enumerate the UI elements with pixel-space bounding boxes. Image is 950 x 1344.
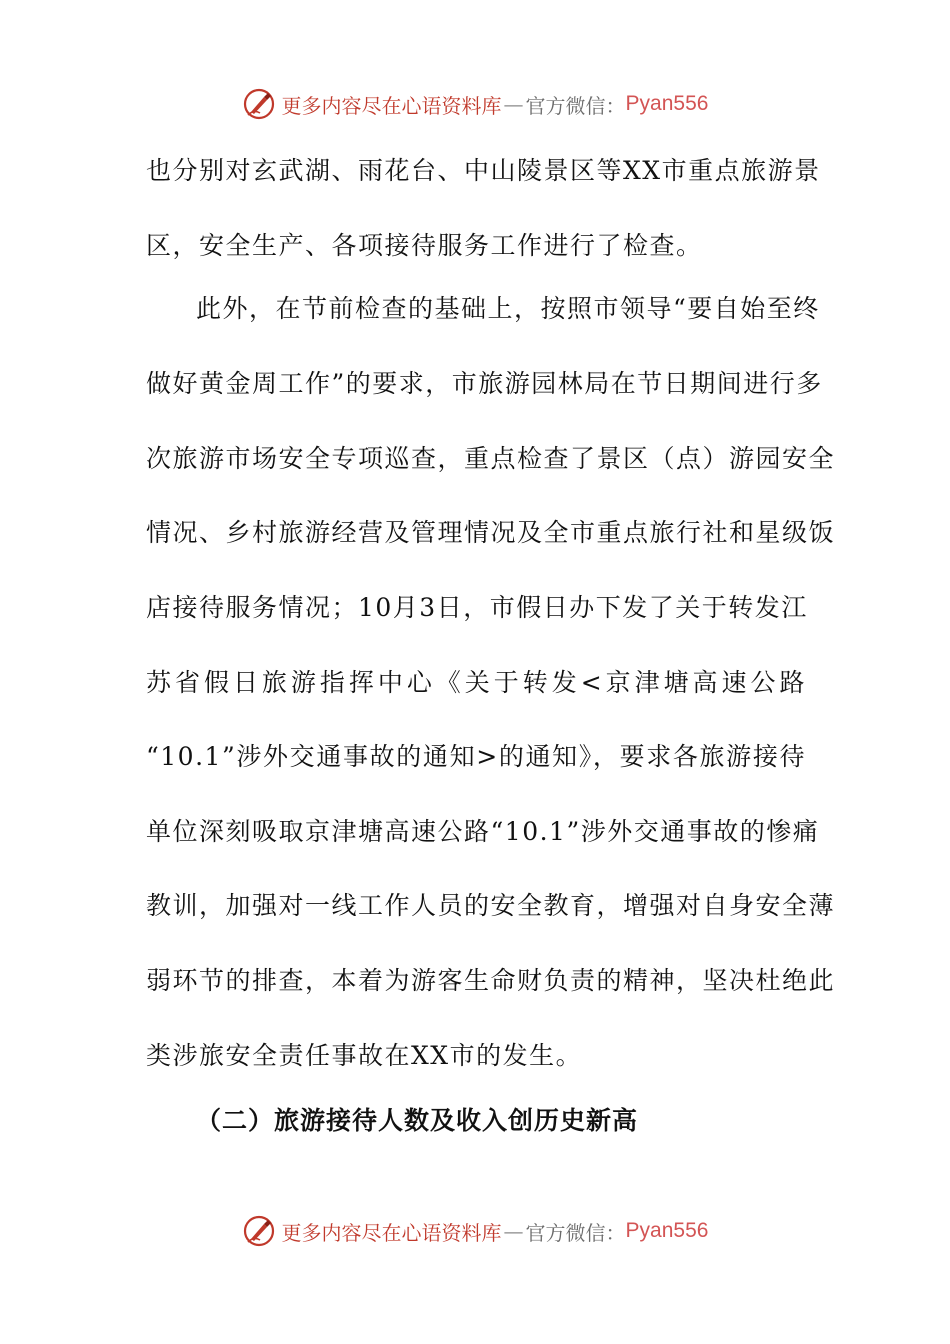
body-line-4: 做好黄金周工作”的要求，市旅游园林局在节日期间进行多 (146, 369, 823, 398)
header-banner (0, 82, 950, 126)
banner-brand-text: 更多内容尽在心语资料库 (281, 93, 502, 118)
banner-label: 官方微信： (525, 1220, 626, 1245)
body-line-9: “10.1”涉外交通事故的通知>的通知》，要求各旅游接待 (146, 742, 806, 771)
body-line-7: 店接待服务情况；10月3日，市假日办下发了关于转发江 (146, 593, 808, 622)
banner-wechat-id: Pyan556 (625, 92, 709, 115)
body-line-3: 此外，在节前检查的基础上，按照市领导“要自始至终 (196, 294, 820, 323)
banner-wechat-id: Pyan556 (625, 1219, 709, 1242)
body-line-8: 苏省假日旅游指挥中心《关于转发<京津塘高速公路 (146, 668, 806, 697)
body-line-6: 情况、乡村旅游经营及管理情况及全市重点旅行社和星级饭 (146, 518, 836, 547)
banner-brand-text: 更多内容尽在心语资料库 (281, 1220, 502, 1245)
body-line-2: 区，安全生产、各项接待服务工作进行了检查。 (146, 231, 703, 260)
body-line-1: 也分别对玄武湖、雨花台、中山陵景区等XX市重点旅游景 (146, 156, 821, 185)
body-line-11: 教训，加强对一线工作人员的安全教育，增强对自身安全薄 (146, 891, 836, 920)
banner-label: 官方微信： (525, 93, 626, 118)
footer-banner (0, 1209, 950, 1253)
body-line-10: 单位深刻吸取京津塘高速公路“10.1”涉外交通事故的惨痛 (146, 817, 820, 846)
section-heading: （二）旅游接待人数及收入创历史新高 (196, 1106, 639, 1135)
banner-dash: — (503, 92, 524, 116)
pen-logo-icon (242, 87, 276, 121)
body-line-13: 类涉旅安全责任事故在XX市的发生。 (146, 1041, 583, 1070)
banner-dash: — (503, 1219, 524, 1243)
pen-logo-icon (242, 1214, 276, 1248)
body-line-5: 次旅游市场安全专项巡查，重点检查了景区（点）游园安全 (146, 444, 836, 473)
body-line-12: 弱环节的排查，本着为游客生命财负责的精神，坚决杜绝此 (146, 966, 836, 995)
